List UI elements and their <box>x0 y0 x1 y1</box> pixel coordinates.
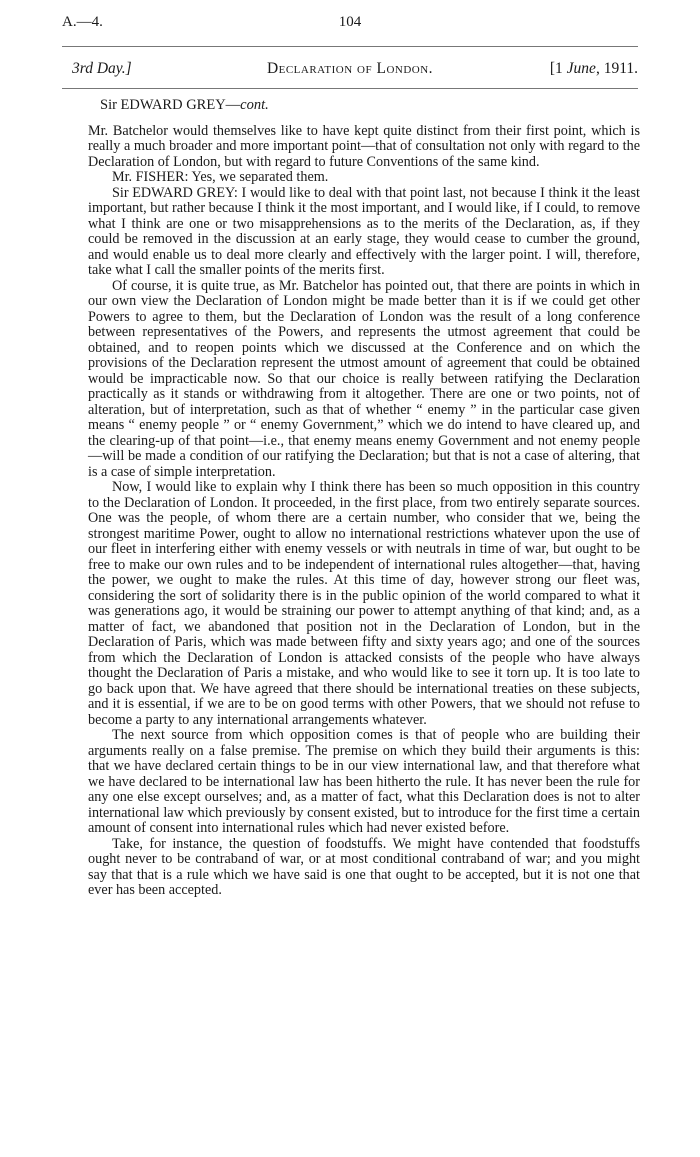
speaker-name: Sir EDWARD GREY— <box>100 97 241 113</box>
header-title: Declaration of London. <box>266 60 434 77</box>
header-rule-bottom <box>62 88 638 89</box>
body-text <box>88 98 640 899</box>
page-reference: A.—4. <box>62 14 103 30</box>
header-date-month: June <box>566 60 596 77</box>
header-rule-top <box>62 46 638 47</box>
speaker-heading <box>100 98 640 114</box>
paragraph: Take, for instance, the question of foodstuffs. We might have contended that foodstuffs ought never to be contraband of war, or at most conditional contraband of war; and you might say that that is a rule which we have said is one that ought to be accepted, but it is not one that ever has been accepted. <box>88 835 640 898</box>
paragraph: Mr. FISHER: Yes, we separated them. <box>112 169 329 185</box>
paragraph: Mr. Batchelor would themselves like to have kept quite distinct from their first point, which is really a much broader and more important point—that of consultation not only with regard to the Declaration of London, but with regard to future Conventions of the same kind. <box>88 122 640 170</box>
paragraph: Sir EDWARD GREY: I would like to deal with that point last, not because I think it the least important, but rather because I think it the most important, and I would like, if I could, to remove what I think are one or two misapprehensions as to the merits of the Declaration, as, if they could be removed in the discussion at an early stage, they would cease to cumber the ground, and would enable us to deal more clearly and effectively with the larger point. I will, therefore, take what I call the smaller points of the merits first. <box>88 184 640 278</box>
paragraph: Of course, it is quite true, as Mr. Batchelor has pointed out, that there are points in which in our own view the Declaration of London might be made better than it is if we could get other Powers to agree to them, but the Declaration of London was the result of a long conference between representatives of the Powers, and represents the utmost agreement that could be obtained, and to reopen points which we discussed at the Conference and on which the provisions of the Declaration represent the utmost amount of agreement that could be obtained would be impracticable now. So that our choice is really between ratifying the Declaration practically as it stands or withdrawing from it altogether. There are one or two points, not of alteration, but of interpretation, such as that of whether “ enemy ” in the particular case given means “ enemy people ” or “ enemy Government,” which we do intend to have cleared up, and the clearing-up of that point—i.e., that enemy means enemy Government and not enemy people—will be made a condition of our ratifying the Declaration; but that is not a case of altering, that is a case of simple interpretation. <box>88 277 640 480</box>
page-number: 104 <box>338 14 362 30</box>
page-header <box>62 58 638 84</box>
header-date <box>550 60 638 78</box>
paragraph: The next source from which opposition comes is that of people who are building their arguments really on a false premise. The premise on which they build their arguments is this: that we have declared certain things to be in our view international law, and that therefore what we have declared to be international law has been hitherto the rule. It has never been the rule for any one else except ourselves; and, as a matter of fact, what this Declaration does is not to alter international law which previously by consent existed, but to introduce for the first time a certain amount of consent into international rules which had never existed before. <box>88 727 640 836</box>
running-head <box>62 14 638 38</box>
header-day: 3rd Day.] <box>72 60 132 77</box>
paragraph: Now, I would like to explain why I think there has been so much opposition in this country to the Declaration of London. It proceeded, in the first place, from two entirely separate sources. One was the people, of whom there are a certain number, who consider that we, being the strongest maritime Power, ought to allow no international restrictions whatever upon the use of our fleet in interfering either with enemy vessels or with neutrals in time of war, but ought to be free to make our own rules and to be independent of international rules altogether—that, having the power, we ought to make the rules. At this time of day, however strong our fleet was, considering the sort of solidarity there is in the public opinion of the world compared to what it was generations ago, it would be straining our power to attempt anything of that kind; and, as a matter of fact, we abandoned that position not in the Declaration of London, but in the Declaration of Paris, which was made between fifty and sixty years ago; and one of the sources from which the Declaration of London is attacked consists of the people who have always thought the Declaration of Paris a mistake, and who would like to see it torn up. It is too late to go back upon that. We have agreed that there should be international treaties on these subjects, and it is essential, if we are to be on good terms with other Powers, that we should not refuse to become a party to any international arrangements whatever. <box>88 479 640 728</box>
speaker-continued: cont. <box>240 97 269 113</box>
header-date-suffix: , 1911. <box>595 60 638 77</box>
header-date-prefix: [1 <box>549 60 567 77</box>
